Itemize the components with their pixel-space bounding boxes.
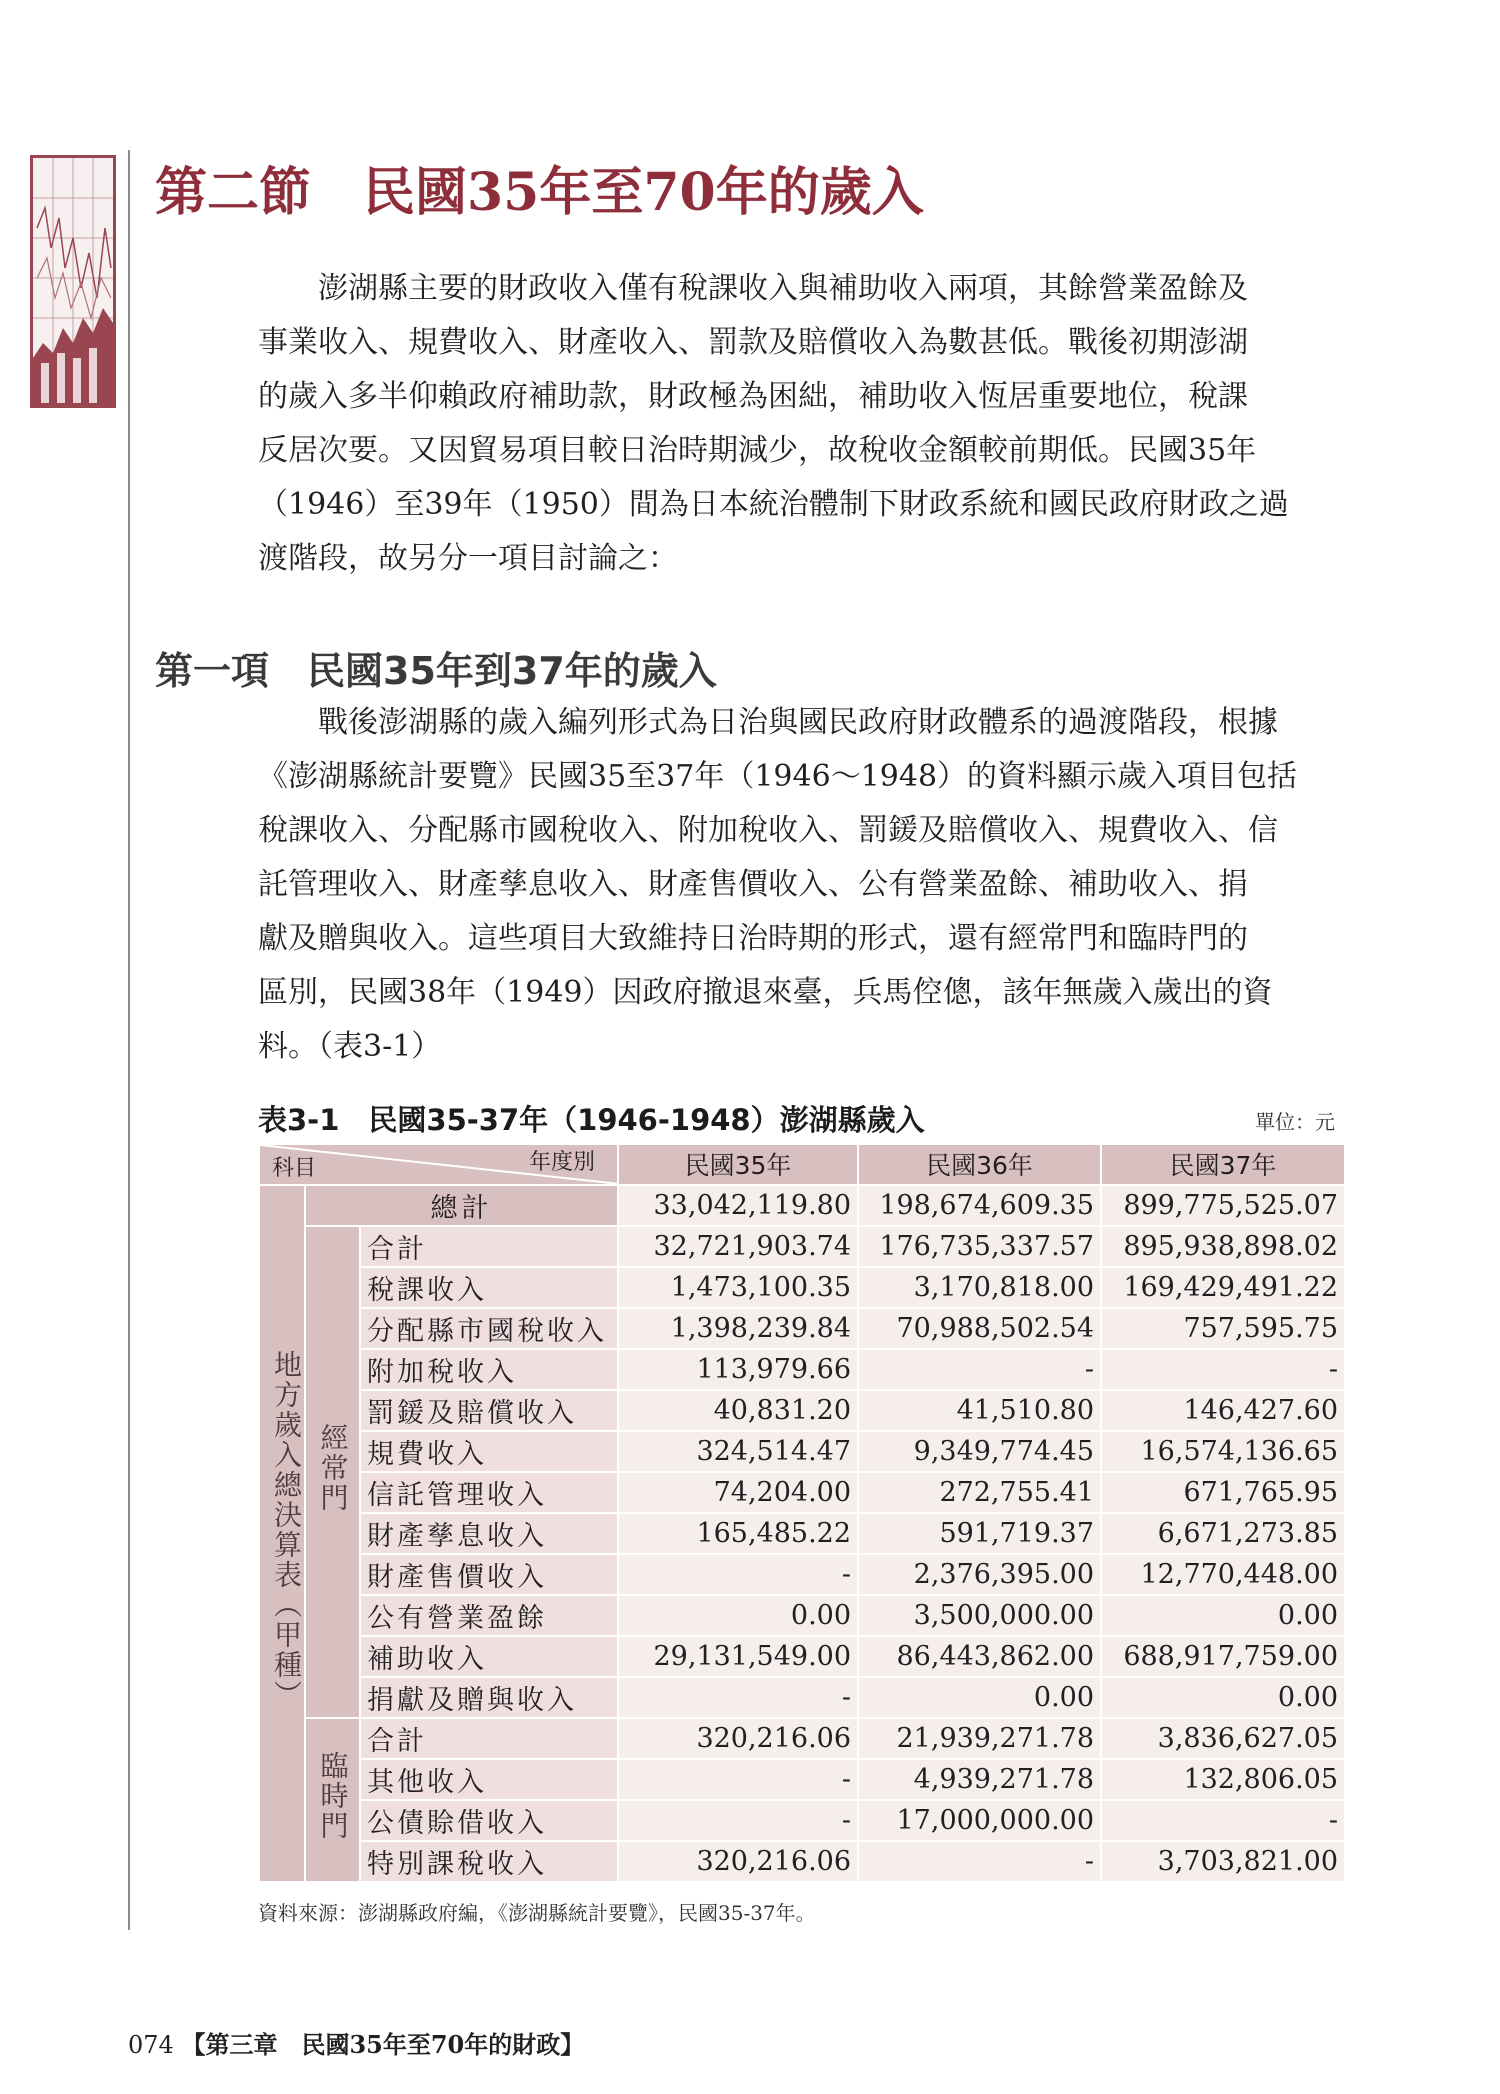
row-label: 特別課稅收入 — [360, 1841, 618, 1882]
table-row — [259, 1718, 1345, 1759]
table-total-row — [259, 1185, 1345, 1226]
total-label: 總計 — [305, 1185, 618, 1226]
table-cell: - — [858, 1349, 1101, 1390]
table-cell: - — [1101, 1349, 1345, 1390]
header-corner — [259, 1144, 618, 1185]
paragraph-line: 的歲入多半仰賴政府補助款，財政極為困絀，補助收入恆居重要地位，稅課 — [258, 379, 1248, 414]
paragraph-line: 料。（表3-1） — [258, 1029, 442, 1064]
table-source: 資料來源：澎湖縣政府編，《澎湖縣統計要覽》，民國35-37年。 — [258, 1901, 816, 1925]
table-cell: 17,000,000.00 — [858, 1800, 1101, 1841]
table-cell: 320,216.06 — [618, 1841, 858, 1882]
table-cell: - — [858, 1841, 1101, 1882]
table-cell: 176,735,337.57 — [858, 1226, 1101, 1267]
row-label: 公有營業盈餘 — [360, 1595, 618, 1636]
paragraph-line: 事業收入、規費收入、財產收入、罰款及賠償收入為數甚低。戰後初期澎湖 — [258, 325, 1248, 360]
table-cell: 0.00 — [1101, 1595, 1345, 1636]
section-heading: 第二節 民國35年至70年的歲入 — [155, 162, 924, 223]
paragraph-line: 《澎湖縣統計要覽》民國35至37年（1946～1948）的資料顯示歲入項目包括 — [258, 759, 1298, 794]
table-unit: 單位：元 — [1255, 1110, 1335, 1134]
table-row — [259, 1267, 1345, 1308]
row-label: 補助收入 — [360, 1636, 618, 1677]
paragraph-1 — [258, 262, 1343, 586]
year-header: 民國36年 — [858, 1144, 1101, 1185]
table-cell: 1,398,239.84 — [618, 1308, 858, 1349]
table-row — [259, 1677, 1345, 1718]
table-cell: 3,170,818.00 — [858, 1267, 1101, 1308]
paragraph-line: 澎湖縣主要的財政收入僅有稅課收入與補助收入兩項，其餘營業盈餘及 — [258, 271, 1248, 306]
paragraph-line: 反居次要。又因貿易項目較日治時期減少，故稅收金額較前期低。民國35年 — [258, 433, 1257, 468]
row-label: 公債賒借收入 — [360, 1800, 618, 1841]
year-header: 民國35年 — [618, 1144, 858, 1185]
table-row — [259, 1472, 1345, 1513]
table-cell: 70,988,502.54 — [858, 1308, 1101, 1349]
table-cell: 12,770,448.00 — [1101, 1554, 1345, 1595]
table-caption: 表3-1 民國35-37年（1946-1948）澎湖縣歲入 — [258, 1103, 925, 1137]
header-subject: 科目 — [272, 1155, 317, 1181]
table-row — [259, 1226, 1345, 1267]
row-label: 合計 — [360, 1718, 618, 1759]
table-row — [259, 1390, 1345, 1431]
row-label: 合計 — [360, 1226, 618, 1267]
table-cell: 132,806.05 — [1101, 1759, 1345, 1800]
table-cell: 0.00 — [618, 1595, 858, 1636]
header-year: 年度別 — [529, 1150, 596, 1175]
row-label: 罰鍰及賠償收入 — [360, 1390, 618, 1431]
table-cell: 320,216.06 — [618, 1718, 858, 1759]
table-row — [259, 1595, 1345, 1636]
table-cell: 4,939,271.78 — [858, 1759, 1101, 1800]
page-number: 074 — [128, 2031, 174, 2059]
table-cell: - — [1101, 1800, 1345, 1841]
table-cell: 113,979.66 — [618, 1349, 858, 1390]
table-row — [259, 1759, 1345, 1800]
row-label: 附加稅收入 — [360, 1349, 618, 1390]
group-label-temporary: 臨時門 — [305, 1718, 360, 1882]
table-cell: 3,500,000.00 — [858, 1595, 1101, 1636]
table-cell: 688,917,759.00 — [1101, 1636, 1345, 1677]
row-label: 財產售價收入 — [360, 1554, 618, 1595]
row-label: 稅課收入 — [360, 1267, 618, 1308]
table-cell: 169,429,491.22 — [1101, 1267, 1345, 1308]
table-cell: 198,674,609.35 — [858, 1185, 1101, 1226]
row-label: 其他收入 — [360, 1759, 618, 1800]
item-heading: 第一項 民國35年到37年的歲入 — [155, 649, 717, 693]
table-row — [259, 1800, 1345, 1841]
group-label-regular: 經常門 — [305, 1226, 360, 1718]
table-cell: 591,719.37 — [858, 1513, 1101, 1554]
table-cell: 165,485.22 — [618, 1513, 858, 1554]
table-cell: 895,938,898.02 — [1101, 1226, 1345, 1267]
table-row — [259, 1841, 1345, 1882]
table-cell: 899,775,525.07 — [1101, 1185, 1345, 1226]
table-row — [259, 1308, 1345, 1349]
table-cell: 9,349,774.45 — [858, 1431, 1101, 1472]
row-label: 分配縣市國稅收入 — [360, 1308, 618, 1349]
table-cell: 32,721,903.74 — [618, 1226, 858, 1267]
page-footer — [128, 2025, 584, 2060]
table-cell: 3,703,821.00 — [1101, 1841, 1345, 1882]
paragraph-line: 託管理收入、財產孳息收入、財產售價收入、公有營業盈餘、補助收入、捐 — [258, 867, 1248, 902]
table-cell: 324,514.47 — [618, 1431, 858, 1472]
row-label: 捐獻及贈與收入 — [360, 1677, 618, 1718]
table-cell: 29,131,549.00 — [618, 1636, 858, 1677]
table-cell: 1,473,100.35 — [618, 1267, 858, 1308]
table-cell: 2,376,395.00 — [858, 1554, 1101, 1595]
chapter-title: 【第三章 民國35年至70年的財政】 — [181, 2030, 585, 2059]
table-cell: 0.00 — [1101, 1677, 1345, 1718]
row-label: 規費收入 — [360, 1431, 618, 1472]
chart-emblem-icon — [30, 155, 116, 408]
table-cell: 40,831.20 — [618, 1390, 858, 1431]
paragraph-line: 獻及贈與收入。這些項目大致維持日治時期的形式，還有經常門和臨時門的 — [258, 921, 1248, 956]
margin-rule — [128, 150, 130, 1930]
table-cell: 757,595.75 — [1101, 1308, 1345, 1349]
table-cell: 74,204.00 — [618, 1472, 858, 1513]
paragraph-line: 渡階段，故另分一項目討論之： — [258, 541, 678, 576]
paragraph-line: （1946）至39年（1950）間為日本統治體制下財政系統和國民政府財政之過 — [258, 487, 1289, 522]
table-row — [259, 1636, 1345, 1677]
table-cell: 146,427.60 — [1101, 1390, 1345, 1431]
table-cell: - — [618, 1554, 858, 1595]
table-header-row — [259, 1144, 1345, 1185]
table-cell: - — [618, 1677, 858, 1718]
paragraph-line: 戰後澎湖縣的歲入編列形式為日治與國民政府財政體系的過渡階段，根據 — [258, 705, 1278, 740]
table-cell: 671,765.95 — [1101, 1472, 1345, 1513]
paragraph-line: 稅課收入、分配縣市國稅收入、附加稅收入、罰鍰及賠償收入、規費收入、信 — [258, 813, 1278, 848]
table-cell: 6,671,273.85 — [1101, 1513, 1345, 1554]
revenue-table — [258, 1143, 1346, 1883]
table-cell: 272,755.41 — [858, 1472, 1101, 1513]
row-label: 財產孳息收入 — [360, 1513, 618, 1554]
table-row — [259, 1513, 1345, 1554]
outer-category-label: 地方歲入總決算表（甲種） — [259, 1185, 305, 1882]
table-cell: 3,836,627.05 — [1101, 1718, 1345, 1759]
table-cell: 33,042,119.80 — [618, 1185, 858, 1226]
table-row — [259, 1554, 1345, 1595]
table-cell: 41,510.80 — [858, 1390, 1101, 1431]
table-cell: 21,939,271.78 — [858, 1718, 1101, 1759]
table-cell: 16,574,136.65 — [1101, 1431, 1345, 1472]
table-cell: 0.00 — [858, 1677, 1101, 1718]
table-cell: - — [618, 1759, 858, 1800]
table-row — [259, 1431, 1345, 1472]
paragraph-line: 區別，民國38年（1949）因政府撤退來臺，兵馬倥傯，該年無歲入歲出的資 — [258, 975, 1273, 1010]
row-label: 信託管理收入 — [360, 1472, 618, 1513]
paragraph-2 — [258, 696, 1343, 1074]
table-cell: 86,443,862.00 — [858, 1636, 1101, 1677]
table-cell: - — [618, 1800, 858, 1841]
table-row — [259, 1349, 1345, 1390]
year-header: 民國37年 — [1101, 1144, 1345, 1185]
